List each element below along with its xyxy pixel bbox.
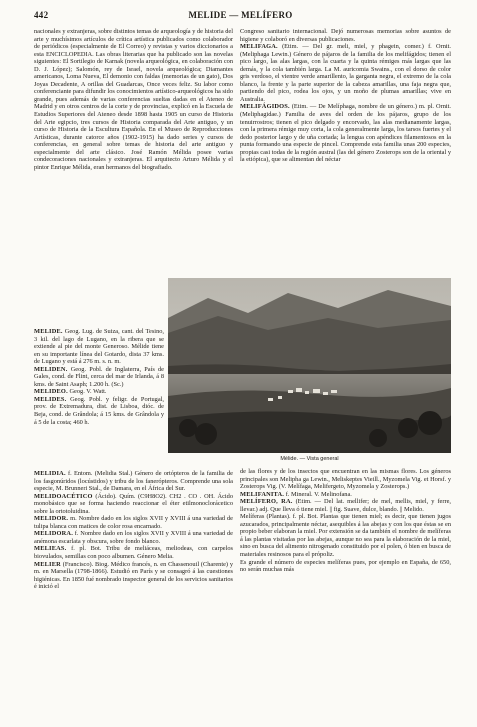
entry-definition: f. Entom. (Melidia Stal.) Género de ortópteros de la familia de los fasgonúridos (locústidos) y tribu de los fanerópteros. Comprende una sola especie, M. Brunneri Stal., de Damara, en el África del Sur. bbox=[34, 470, 233, 493]
entry-definition: Congreso sanitario internacional. Dejó numerosas memorias sobre asuntos de higiene y colaboró en diversas publicaciones. bbox=[240, 28, 451, 43]
entry-headword: MELIER bbox=[34, 560, 61, 568]
dictionary-entry bbox=[240, 498, 451, 513]
running-title: MELIDE — MELÍFERO bbox=[188, 10, 293, 20]
dictionary-entry bbox=[34, 515, 233, 530]
entry-definition: Geog. Lug. de Suiza, cant. del Tesino, 3 kil. del lago de Lugano, en la ribera que se extiende al pie del monte Generoso. Mélide tiene en su importante línea del Gotardo, dista 37 kms. de Lugano y está á 276 m. s. n. m. bbox=[34, 328, 164, 366]
page-header bbox=[34, 10, 447, 22]
caption-place: Mélide. bbox=[280, 456, 299, 462]
dictionary-entry bbox=[34, 530, 233, 545]
dictionary-entry bbox=[240, 103, 451, 163]
dictionary-entry bbox=[34, 396, 164, 426]
entry-definition: de las flores y de los insectos que encuentran en las mismas flores. Los géneros principales son Melipha ga Lewin., Meliskeptes Vieill., Myzomela Vig. et Horsf. y Zosterops Vig. (V. Melífaga, Melifergeto, Myzomela y Zosterops.) bbox=[240, 468, 451, 491]
entry-definition: (Etim. — De Melíphaga, nombre de un género.) m. pl. Ornit. (Meliphagidae.) Familia de aves del orden de los pájaros, grupo de los tenuirrostros; tienen el pico delgado y encorvado, las alas medianamente largas, con la primera rémige muy corta, la cola generalmente larga, los tarsos fuertes y el dedo posterior largo y de uña cortada; la lengua con apéndices filamentosos en la punta formando una especie de pincel. Comprende esta familia unas 200 especies, propias casi todas de la región austral (las del género Zosterops son de la oriental y la etiópica), que se alimentan del néctar bbox=[240, 103, 451, 164]
dictionary-entry bbox=[240, 43, 451, 103]
entry-definition: m. Nombre dado en los siglos XVII y XVIII á una variedad de tulipa blanca con matices de color rosa encarnado. bbox=[34, 515, 233, 530]
entry-definition: (Etim. — Del lat. mellifer; de mel, mellis, miel, y ferre, llevar.) adj. Que lleva ó tiene miel. || fig. Suave, dulce, blando. || Melido. bbox=[240, 498, 451, 513]
entry-definition: Geog. Pobl. y feligr. de Portugal, prov. de Extremadura, dist. de Lisboa, dióc. de Beja, cond. de Grândola; á 15 kms. de Grândola y á 5 de la costa; 460 h. bbox=[34, 395, 164, 426]
right-column-bottom bbox=[240, 468, 451, 723]
caption-title: Vista general bbox=[306, 456, 339, 462]
entry-definition: Es grande el número de especies melíferas pues, por ejemplo en España, de 650, no serán muchas más bbox=[240, 558, 451, 574]
dictionary-entry bbox=[34, 366, 164, 389]
photo-caption: Mélide. — Vista general bbox=[280, 456, 339, 462]
entry-headword: MELIEAS. bbox=[34, 545, 67, 553]
entry-definition: f. Nombre dado en los siglos XVII y XVIII á una variedad de anémona escarlata y obscura, sobre fondo blanco. bbox=[34, 530, 233, 545]
landscape-photo bbox=[168, 278, 451, 453]
entry-headword: MELIFAGA. bbox=[240, 43, 278, 51]
entry-headword: MELIDEO. bbox=[34, 388, 68, 396]
entry-headword: MELÍFERO, RA. bbox=[240, 498, 293, 506]
entry-headword: MELIDIA. bbox=[34, 470, 66, 477]
dictionary-entry bbox=[240, 468, 451, 491]
page-number: 442 bbox=[34, 10, 49, 20]
entry-headword: MELIDES. bbox=[34, 395, 67, 403]
dictionary-entry bbox=[34, 328, 164, 366]
entry-definition: Geog. Pobl. de Inglaterra, País de Gales, cond. de Flint, cerca del mar de Irlanda, á 8 kms. de Saint Asaph; 1.200 h. (Sc.) bbox=[34, 365, 164, 388]
entry-definition: Melíferas (Plantas). f. pl. Bot. Plantas que tienen miel; es decir, que tienen jugos azucarados, principalmente néctar, asequibles á las abejas y con los que éstas se en propio beber elaboran la miel. Por extensión se da también el nombre de melíferas á las plantas visitadas por las abejas, aunque no sea para la elaboración de la miel, sino en busca del alimento nitrogenado constituido por el polen, ó bien en busca de materiales resinosos para el própoliz. bbox=[240, 513, 451, 559]
entry-definition: f. pl. Bot. Tribu de meliáceas, meliodeas, con carpelos biovulados, semillas con poco albumen. Género Melia. bbox=[34, 545, 233, 561]
entry-definition: (Francisco). Biog. Médico francés, n. en Chassenouil (Charente) y m. en Marsella (1798-1866). Estudió en París y se consagró á las cuestiones higiénicas. En 1850 fué nombrado inspector general de los servicios sanitarios é inició el bbox=[34, 560, 233, 591]
dictionary-entry bbox=[34, 561, 233, 591]
entry-headword: MELIFANITA. bbox=[240, 490, 285, 498]
entry-headword: MELIDEN. bbox=[34, 365, 68, 373]
right-column-top bbox=[240, 28, 451, 276]
dictionary-entry bbox=[240, 28, 451, 43]
entry-definition: (Ácido). Quím. (C9H8O2). CH2 . CO . OH. Ácido monobásico que se forma haciendo reaccionar el éter etilmonoclorácetico sobre la ortotoluidina. bbox=[34, 492, 233, 515]
entry-definition: f. Mineral. V. Melinofana. bbox=[285, 490, 352, 498]
dictionary-entry bbox=[34, 470, 233, 493]
entry-headword: MELIDE. bbox=[34, 328, 63, 335]
entry-headword: MELIFÁGIDOS. bbox=[240, 103, 290, 111]
dictionary-entry bbox=[34, 545, 233, 560]
dictionary-entry bbox=[34, 388, 164, 396]
biography-continuation: nacionales y extranjeras, sobre distintos temas de arqueología y de historia del arte y muchísimos artículos de crítica artística publicados como colaborador de periódicos (especialmente de El Correo) y revistas y varios diccionarios a esta ENCICLOPEDIA. Las obras literarias que ha publicado son las novelas siguientes: El Sortilegio de Karnak (novela arqueológica, en colaboración con D. J. López); Salomón, rey de Israel, novela arqueológica; Diamantes americanos, Loma Nueva, El demonio con faldas (memorias de un gato), Dos Joyas Decadente, A orillas del Guadarcas, Once veces feliz. Su labor como conferenciante para difundir los conocimientos artístico-arqueológicos ha sido grande, pues además de varias conferencias sueltas dadas en el Ateneo de Madrid y en otros centros de la corte y de provincias, explicó en la Escuela de Estudios Superiores del Ateneo desde 1898 hasta 1905 un curso de Historia del Arte egipcio, tres cursos de Historia comparada del Arte antiguo, y un curso de Historia de la Escultura Española. En el Museo de Reproducciones Artísticas, durante catorce años (1902-1915) ha dado series y cursos de conferencias, en general sobre temas de historia del arte antiguo y especialmente del arte clásico. José Ramón Mélida posee varias condecoraciones nacionales y extranjeras. El arquitecto Arturo Mélida y el pintor Enrique Mélida, eran hermanos del biografiado. bbox=[34, 28, 233, 171]
dictionary-entry bbox=[34, 493, 233, 516]
left-column-middle bbox=[34, 328, 164, 470]
entry-headword: MELIDOR. bbox=[34, 515, 69, 523]
entry-headword: MELIDORA. bbox=[34, 530, 73, 538]
entry-definition: Geog. V. Watt. bbox=[69, 388, 107, 396]
dictionary-entry bbox=[240, 559, 451, 574]
entry-headword: MELIDOACÉTICO bbox=[34, 492, 93, 500]
photo-melide-general-view bbox=[168, 278, 451, 453]
entry-definition: (Etim. — Del gr. meli, miel, y phagein, comer.) f. Ornit. (Meliphaga Lewin.) Género de pájaros de la familia de los melifágidos; tienen el pico largo, las alas largas, con la cuarta y la quinta rémiges más largas que las demás, y la cola también larga. La M. auricomia Swains., con el dorso de color gris verdoso, el vientre verde amarillento, la garganta negra, el extremo de la cola blanco, la frente y la parte superior de la cabeza amarillas, una faja negra que, partiendo del pico, rodea los ojos, y un moño de plumas amarillas; vive en Australia. bbox=[240, 43, 451, 103]
dictionary-entry bbox=[240, 513, 451, 558]
left-column-bottom bbox=[34, 470, 233, 720]
